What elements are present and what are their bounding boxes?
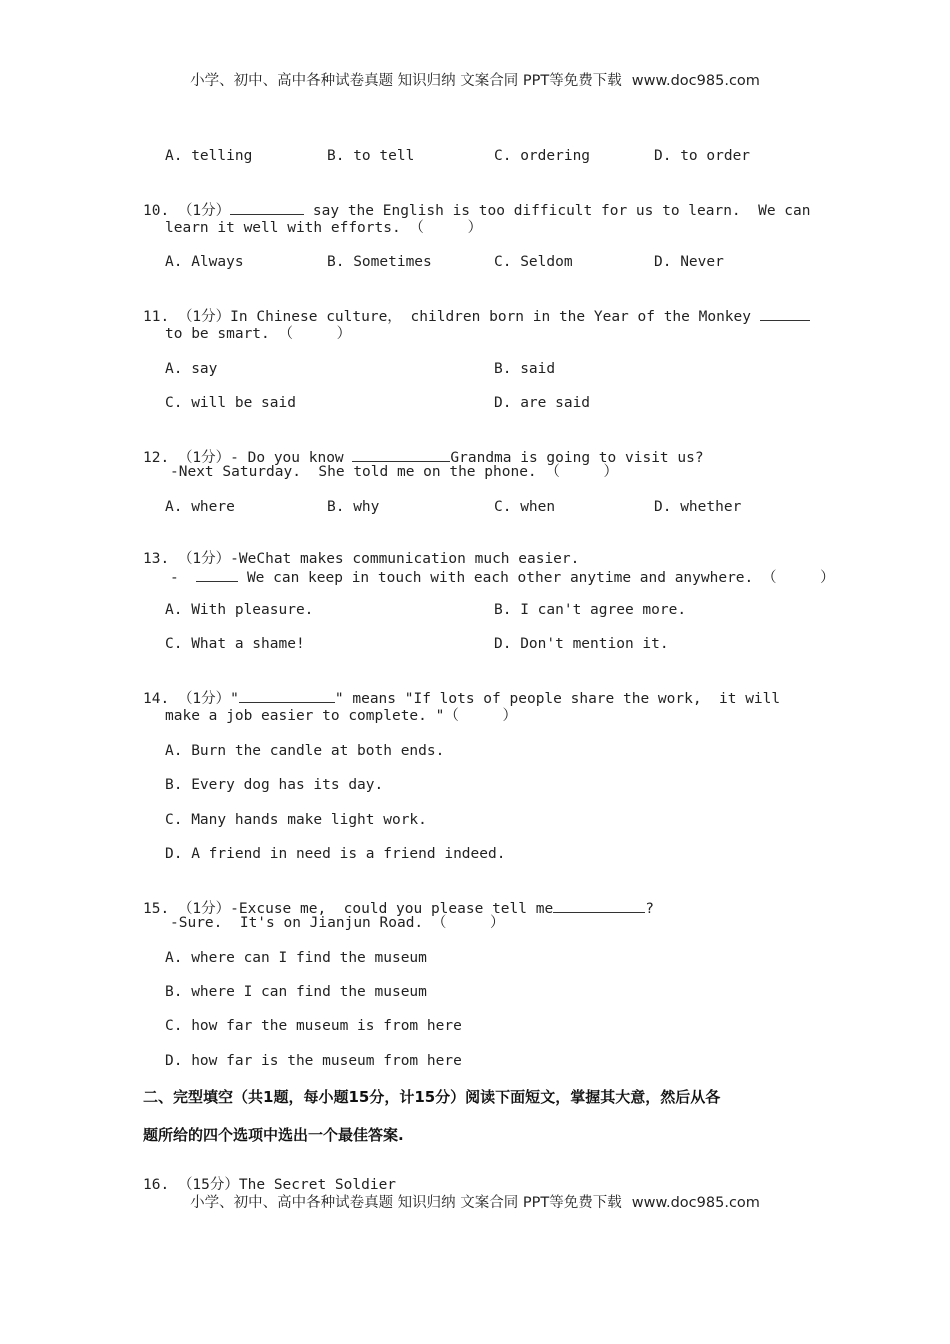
q11-stem — [143, 288, 810, 326]
q13-stem-text: -WeChat makes communication much easier. — [230, 551, 580, 567]
q12-blank — [352, 447, 450, 462]
q10-score: （1分） — [177, 203, 231, 219]
q16-number: 16. — [143, 1177, 170, 1193]
q13-score: （1分） — [177, 551, 231, 567]
q14-option-a: A. Burn the candle at both ends. — [165, 743, 445, 759]
q11-number: 11. — [143, 309, 170, 325]
q13-number: 13. — [143, 551, 170, 567]
q10-stem — [143, 182, 811, 220]
q16-title: The Secret Soldier — [238, 1177, 397, 1193]
q11-option-c: C. will be said — [165, 395, 296, 411]
q12-stem-before: - Do you know — [230, 450, 344, 466]
q13-option-d: D. Don't mention it. — [494, 636, 669, 652]
q9-option-c: C. ordering — [494, 148, 591, 164]
q13-blank — [196, 567, 238, 582]
q14-stem-text: " means "If lots of people share the work, it will — [334, 691, 781, 707]
q16-score: （15分） — [177, 1177, 239, 1193]
q16-stem — [143, 1158, 396, 1194]
q10-option-a: A. Always — [165, 254, 244, 270]
q12-number: 12. — [143, 450, 170, 466]
q15-option-c: C. how far the museum is from here — [165, 1018, 462, 1034]
q9-option-a: A. telling — [165, 148, 253, 164]
q15-option-d: D. how far is the museum from here — [165, 1053, 462, 1069]
q12-stem-line2: -Next Saturday. She told me on the phone. （ ） — [170, 464, 619, 480]
q12-stem — [143, 429, 704, 467]
page-footer — [0, 1191, 950, 1212]
q15-stem — [143, 880, 654, 918]
q12-score: （1分） — [177, 450, 231, 466]
q15-number: 15. — [143, 901, 170, 917]
q15-question-mark: ? — [645, 901, 654, 917]
q10-option-c: C. Seldom — [494, 254, 573, 270]
q12-option-d: D. whether — [654, 499, 742, 515]
q10-option-d: D. Never — [654, 254, 724, 270]
q13-option-c: C. What a shame! — [165, 636, 305, 652]
q12-option-b: B. why — [327, 499, 380, 515]
q15-option-a: A. where can I find the museum — [165, 950, 427, 966]
page-header — [0, 69, 950, 90]
q14-quote-open: " — [230, 691, 239, 707]
section-2-heading-line2: 题所给的四个选项中选出一个最佳答案. — [143, 1126, 404, 1144]
q14-option-b: B. Every dog has its day. — [165, 777, 384, 793]
q14-blank — [239, 688, 335, 703]
q9-option-d: D. to order — [654, 148, 751, 164]
q10-stem-line2: learn it well with efforts. （ ） — [165, 220, 483, 236]
q14-option-d: D. A friend in need is a friend indeed. — [165, 846, 506, 862]
q13-option-b: B. I can't agree more. — [494, 602, 687, 618]
q9-option-b: B. to tell — [327, 148, 415, 164]
q11-option-a: A. say — [165, 361, 218, 377]
q14-number: 14. — [143, 691, 170, 707]
q10-option-b: B. Sometimes — [327, 254, 432, 270]
q13-dash: - — [170, 570, 179, 586]
header-url[interactable]: www.doc985.com — [631, 73, 760, 89]
q10-stem-text: say the English is too difficult for us to learn. We can — [312, 203, 811, 219]
q11-option-d: D. are said — [494, 395, 591, 411]
q15-score: （1分） — [177, 901, 231, 917]
q12-stem-after: Grandma is going to visit us? — [450, 450, 704, 466]
q11-stem-text: In Chinese culture， children born in the Year of the Monkey — [230, 309, 751, 325]
q14-option-c: C. Many hands make light work. — [165, 812, 427, 828]
q15-stem-line2: -Sure. It's on Jianjun Road. （ ） — [170, 915, 505, 931]
q11-option-b: B. said — [494, 361, 556, 377]
q14-stem — [143, 670, 780, 708]
q14-score: （1分） — [177, 691, 231, 707]
q11-score: （1分） — [177, 309, 231, 325]
q10-blank — [230, 200, 304, 215]
q11-stem-line2: to be smart. （ ） — [165, 326, 352, 342]
q12-option-c: C. when — [494, 499, 556, 515]
q14-stem-line2: make a job easier to complete. "（ ） — [165, 708, 518, 724]
q15-stem-text: -Excuse me, could you please tell me — [230, 901, 554, 917]
q13-option-a: A. With pleasure. — [165, 602, 314, 618]
q13-stem-line2 — [170, 567, 835, 587]
section-2-heading-line1: 二、完型填空（共1题，每小题15分，计15分）阅读下面短文，掌握其大意，然后从各 — [143, 1088, 721, 1106]
q15-blank — [553, 898, 645, 913]
q13-line2-text: We can keep in touch with each other anytime and anywhere. （ ） — [246, 570, 835, 586]
q12-option-a: A. where — [165, 499, 235, 515]
q13-stem — [143, 532, 579, 568]
q11-blank — [760, 306, 810, 321]
q10-number: 10. — [143, 203, 170, 219]
q15-option-b: B. where I can find the museum — [165, 984, 427, 1000]
footer-text: 小学、初中、高中各种试卷真题 知识归纳 文案合同 PPT等免费下载 — [190, 1195, 622, 1211]
header-text: 小学、初中、高中各种试卷真题 知识归纳 文案合同 PPT等免费下载 — [190, 73, 622, 89]
footer-url[interactable]: www.doc985.com — [631, 1195, 760, 1211]
